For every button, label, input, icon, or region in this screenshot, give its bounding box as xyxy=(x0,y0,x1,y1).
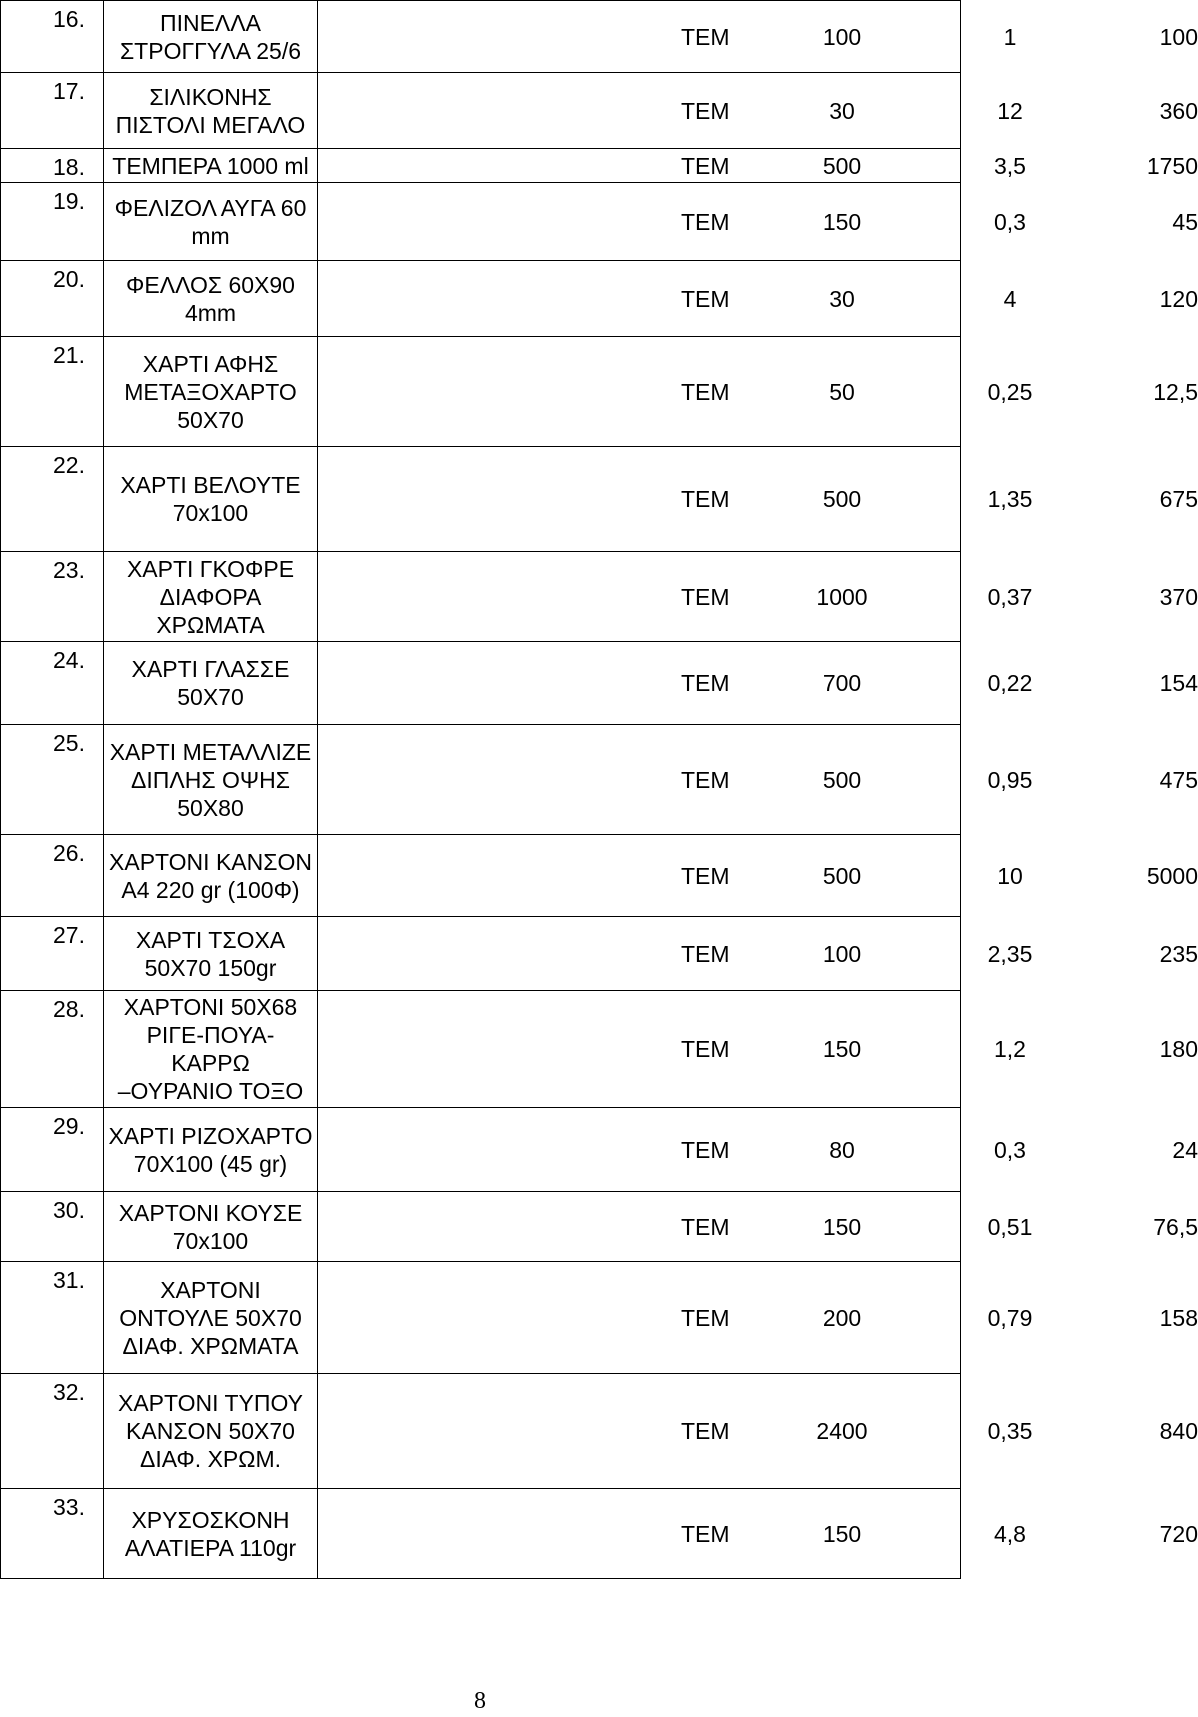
item-unit-price: 0,35 xyxy=(987,1418,1033,1444)
item-total: 1750 xyxy=(1146,152,1198,179)
item-unit: ΤΕΜ xyxy=(681,152,730,179)
item-total: 360 xyxy=(1159,97,1198,124)
item-unit-price: 1,2 xyxy=(994,1036,1026,1062)
item-unit: ΤΕΜ xyxy=(681,1304,730,1331)
table-row xyxy=(1,1374,961,1489)
item-number: 32. xyxy=(1,1374,104,1489)
item-unit: ΤΕΜ xyxy=(681,583,730,610)
item-quantity: 500 xyxy=(822,486,862,512)
item-description: ΦΕΛΙΖΟΛ ΑΥΓΑ 60 mm xyxy=(104,183,318,261)
item-number: 20. xyxy=(1,261,104,337)
item-total: 76,5 xyxy=(1153,1213,1198,1240)
item-number: 24. xyxy=(1,642,104,725)
item-description: ΧΑΡΤΟΝΙ 50Χ68 ΡΙΓΕ-ΠΟΥΑ-ΚΑΡΡΩ –ΟΥΡΑΝΙΟ ΤΟΞΟ xyxy=(104,991,318,1108)
item-unit-price: 4 xyxy=(1003,285,1017,312)
table-row xyxy=(1,991,961,1108)
item-quantity: 150 xyxy=(822,1036,862,1062)
item-total: 475 xyxy=(1159,766,1198,793)
item-quantity: 50 xyxy=(829,378,855,405)
item-quantity: 500 xyxy=(822,152,862,179)
table-row xyxy=(1,835,961,917)
item-description: ΧΑΡΤΟΝΙ ΚΟΥΣΕ 70x100 xyxy=(104,1192,318,1262)
item-values xyxy=(318,1262,1198,1374)
item-number: 33. xyxy=(1,1489,104,1579)
table-row xyxy=(1,1192,961,1262)
item-total: 180 xyxy=(1159,1036,1198,1062)
item-unit: ΤΕΜ xyxy=(681,670,730,696)
table-row xyxy=(1,642,961,725)
item-total: 45 xyxy=(1172,208,1198,235)
item-values xyxy=(318,725,1198,835)
item-unit-price: 2,35 xyxy=(987,940,1033,967)
item-total: 120 xyxy=(1159,285,1198,312)
item-total: 720 xyxy=(1159,1520,1198,1547)
item-unit: ΤΕΜ xyxy=(681,1036,730,1062)
item-total: 154 xyxy=(1159,670,1198,696)
item-values xyxy=(318,73,1198,149)
item-description: ΧΑΡΤΙ ΑΦΗΣ ΜΕΤΑΞΟΧΑΡΤΟ 50Χ70 xyxy=(104,337,318,447)
item-quantity: 500 xyxy=(822,862,862,889)
item-description: ΣΙΛΙΚΟΝΗΣ ΠΙΣΤΟΛΙ ΜΕΓΑΛΟ xyxy=(104,73,318,149)
table-row xyxy=(1,725,961,835)
item-quantity: 150 xyxy=(822,1213,862,1240)
item-unit: ΤΕΜ xyxy=(681,1418,730,1444)
item-unit: ΤΕΜ xyxy=(681,766,730,793)
item-number: 31. xyxy=(1,1262,104,1374)
table-row xyxy=(1,1108,961,1192)
item-number: 26. xyxy=(1,835,104,917)
item-description: ΧΑΡΤΙ ΡΙΖΟΧΑΡΤΟ 70Χ100 (45 gr) xyxy=(104,1108,318,1192)
item-values xyxy=(318,1108,1198,1192)
table-row xyxy=(1,1262,961,1374)
items-table-body xyxy=(1,1,1198,1579)
item-number: 21. xyxy=(1,337,104,447)
item-values xyxy=(318,917,1198,991)
item-number: 19. xyxy=(1,183,104,261)
item-unit: ΤΕΜ xyxy=(681,1213,730,1240)
item-unit-price: 0,3 xyxy=(994,208,1026,235)
item-unit-price: 0,79 xyxy=(987,1304,1033,1331)
item-description: ΧΑΡΤΙ ΒΕΛΟΥΤΕ 70x100 xyxy=(104,447,318,552)
table-row xyxy=(1,1,961,73)
item-total: 100 xyxy=(1159,23,1198,50)
item-number: 17. xyxy=(1,73,104,149)
item-quantity: 500 xyxy=(822,766,862,793)
item-quantity: 30 xyxy=(829,285,855,312)
item-total: 24 xyxy=(1172,1136,1198,1163)
item-description: ΧΡΥΣΟΣΚΟΝΗ ΑΛΑΤΙΕΡΑ 110gr xyxy=(104,1489,318,1579)
item-description: ΧΑΡΤΙ ΓΚΟΦΡΕ ΔΙΑΦΟΡΑ ΧΡΩΜΑΤΑ xyxy=(104,552,318,642)
item-values xyxy=(318,991,1198,1108)
item-number: 18. xyxy=(1,149,104,183)
item-description: ΧΑΡΤΟΝΙ ΤΥΠΟΥ ΚΑΝΣΟΝ 50Χ70 ΔΙΑΦ. ΧΡΩΜ. xyxy=(104,1374,318,1489)
item-unit: ΤΕΜ xyxy=(681,97,730,124)
item-unit-price: 1,35 xyxy=(987,486,1033,512)
item-unit: ΤΕΜ xyxy=(681,23,730,50)
item-unit: ΤΕΜ xyxy=(681,208,730,235)
item-quantity: 30 xyxy=(829,97,855,124)
item-values xyxy=(318,1,1198,73)
item-values xyxy=(318,183,1198,261)
item-description: ΠΙΝΕΛΛΑ ΣΤΡΟΓΓΥΛΑ 25/6 xyxy=(104,1,318,73)
item-number: 27. xyxy=(1,917,104,991)
table-row xyxy=(1,261,961,337)
item-values xyxy=(318,1489,1198,1579)
item-values xyxy=(318,642,1198,725)
table-row xyxy=(1,447,961,552)
item-quantity: 200 xyxy=(822,1304,862,1331)
item-quantity: 1000 xyxy=(816,583,868,610)
item-number: 16. xyxy=(1,1,104,73)
item-unit-price: 0,95 xyxy=(987,766,1033,793)
item-values xyxy=(318,337,1198,447)
item-unit-price: 0,25 xyxy=(987,378,1033,405)
item-number: 22. xyxy=(1,447,104,552)
item-total: 235 xyxy=(1159,940,1198,967)
item-values xyxy=(318,552,1198,642)
item-unit-price: 12 xyxy=(997,97,1023,124)
item-unit: ΤΕΜ xyxy=(681,1520,730,1547)
item-values xyxy=(318,149,1198,183)
item-description: ΦΕΛΛΟΣ 60Χ90 4mm xyxy=(104,261,318,337)
item-unit-price: 0,22 xyxy=(987,670,1033,696)
item-number: 25. xyxy=(1,725,104,835)
item-values xyxy=(318,261,1198,337)
item-number: 30. xyxy=(1,1192,104,1262)
item-quantity: 150 xyxy=(822,1520,862,1547)
table-row xyxy=(1,552,961,642)
table-row xyxy=(1,337,961,447)
page-number: 8 xyxy=(474,1688,486,1714)
item-unit-price: 0,3 xyxy=(994,1136,1026,1163)
item-total: 5000 xyxy=(1146,862,1198,889)
item-quantity: 150 xyxy=(822,208,862,235)
item-unit: ΤΕΜ xyxy=(681,486,730,512)
item-quantity: 80 xyxy=(829,1136,855,1163)
item-quantity: 2400 xyxy=(816,1418,868,1444)
item-description: ΧΑΡΤΙ ΤΣΟΧΑ 50Χ70 150gr xyxy=(104,917,318,991)
item-number: 29. xyxy=(1,1108,104,1192)
item-values xyxy=(318,1374,1198,1489)
item-number: 28. xyxy=(1,991,104,1108)
item-unit-price: 4,8 xyxy=(994,1520,1026,1547)
item-total: 12,5 xyxy=(1153,378,1198,405)
item-description: ΧΑΡΤΟΝΙ ΚΑΝΣΟΝ Α4 220 gr (100Φ) xyxy=(104,835,318,917)
table-row xyxy=(1,917,961,991)
item-unit-price: 1 xyxy=(1003,23,1017,50)
table-row xyxy=(1,183,961,261)
item-unit: ΤΕΜ xyxy=(681,1136,730,1163)
item-values xyxy=(318,447,1198,552)
item-unit: ΤΕΜ xyxy=(681,378,730,405)
item-quantity: 100 xyxy=(822,23,862,50)
item-description: ΧΑΡΤΟΝΙ ΟΝΤΟΥΛΕ 50Χ70 ΔΙΑΦ. ΧΡΩΜΑΤΑ xyxy=(104,1262,318,1374)
item-unit: ΤΕΜ xyxy=(681,285,730,312)
item-unit-price: 3,5 xyxy=(994,152,1026,179)
item-description: ΧΑΡΤΙ ΓΛΑΣΣΕ 50Χ70 xyxy=(104,642,318,725)
item-unit-price: 10 xyxy=(997,862,1023,889)
item-total: 840 xyxy=(1159,1418,1198,1444)
item-description: ΧΑΡΤΙ ΜΕΤΑΛΛΙΖΕ ΔΙΠΛΗΣ ΟΨΗΣ 50Χ80 xyxy=(104,725,318,835)
item-values xyxy=(318,835,1198,917)
item-quantity: 700 xyxy=(822,670,862,696)
item-total: 370 xyxy=(1159,583,1198,610)
item-unit: ΤΕΜ xyxy=(681,940,730,967)
item-values xyxy=(318,1192,1198,1262)
item-unit-price: 0,37 xyxy=(987,583,1033,610)
table-row xyxy=(1,73,961,149)
item-unit-price: 0,51 xyxy=(987,1213,1033,1240)
item-number: 23. xyxy=(1,552,104,642)
table-row xyxy=(1,1489,961,1579)
item-total: 675 xyxy=(1159,486,1198,512)
item-unit: ΤΕΜ xyxy=(681,862,730,889)
table-row xyxy=(1,149,961,183)
item-description: ΤΕΜΠΕΡΑ 1000 ml xyxy=(104,149,318,183)
item-quantity: 100 xyxy=(822,940,862,967)
item-total: 158 xyxy=(1159,1304,1198,1331)
